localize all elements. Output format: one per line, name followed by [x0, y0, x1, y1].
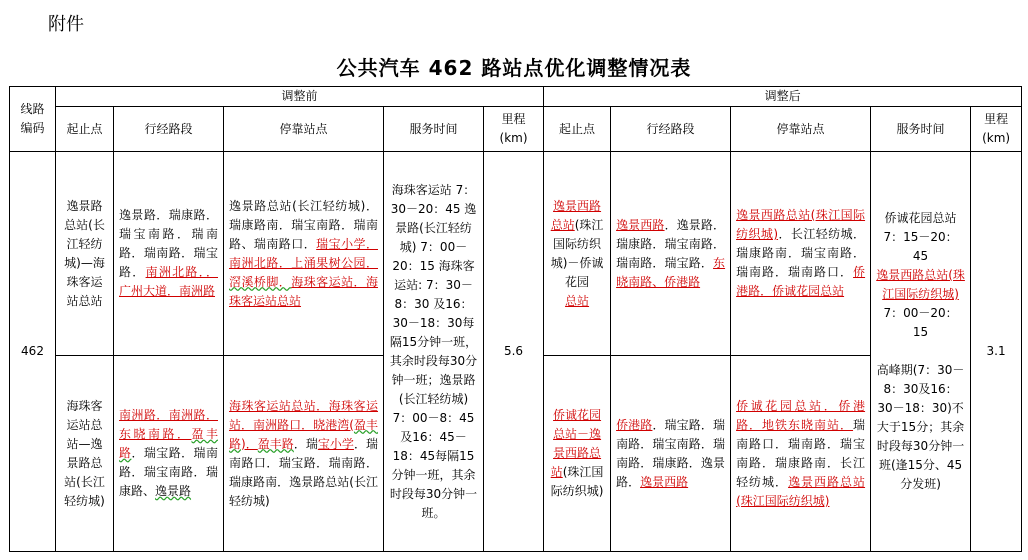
- after-dir1-endpoints: 逸景西路 总站(珠江国际纺织城)－侨诚花园 总站: [544, 152, 611, 356]
- after-mileage: 3.1: [971, 152, 1022, 552]
- header-endpoints-after: 起止点: [544, 107, 611, 152]
- header-mileage-after: 里程(km): [971, 107, 1022, 152]
- header-stops-before: 停靠站点: [224, 107, 384, 152]
- header-before: 调整前: [56, 87, 544, 107]
- header-after: 调整后: [544, 87, 1022, 107]
- after-dir2-stops: 侨诚花园总站．侨港路．地铁东晓南站．瑞南路口．瑞南路．瑞宝南路．瑞康路南．长江轻纺城．逸景西路总站(珠江国际纺织城): [731, 356, 871, 552]
- after-service-time: 侨诚花园总站 7：15－20：45 逸景西路总站(珠江国际纺织城) 7：00－20：15 高峰期(7：30－8：30及16：30－18：30)不大于15分；其余时段每30分钟一班(逢15分、45分发班): [871, 152, 971, 552]
- before-dir1-endpoints: 逸景路总站(长江轻纺城)—海珠客运站总站: [56, 152, 114, 356]
- header-row-columns: [10, 107, 1022, 152]
- route-adjustment-table: [9, 86, 1022, 552]
- header-row-group: [10, 87, 1022, 107]
- line-code-cell: 462: [10, 152, 56, 552]
- page-title: 公共汽车 462 路站点优化调整情况表: [336, 56, 692, 80]
- header-endpoints-before: 起止点: [56, 107, 114, 152]
- table-row-direction-1: [10, 152, 1022, 356]
- before-service-time: 海珠客运站 7：30－20：45 逸景路(长江轻纺城) 7：00－20：15 海珠客运站: 7：30－8：30 及16：30－18：30每隔15分钟一班，其余时段每30分钟一班；逸景路(长江轻纺城) 7：00－8：45及16：45－18：45每隔15分钟一班，其余时段每30分钟一班。: [384, 152, 484, 552]
- before-mileage: 5.6: [484, 152, 544, 552]
- before-dir2-stops: 海珠客运站总站．海珠客运站．南洲路口．晓港湾(盈丰路)．盈丰路．瑞宝小学．瑞南路口．瑞宝路．瑞南路．瑞康路南．逸景路总站(长江轻纺城): [224, 356, 384, 552]
- header-route-before: 行经路段: [114, 107, 224, 152]
- header-line-code: 线路编码: [10, 87, 56, 152]
- after-dir2-endpoints: 侨诚花园总站－逸景西路总站(珠江国际纺织城): [544, 356, 611, 552]
- before-dir1-stops: 逸景路总站(长江轻纺城)．瑞康路南．瑞宝南路．瑞南路、瑞南路口．瑞宝小学．南洲北路．上涌果树公园．滘溪桥脚．海珠客运站．海珠客运站总站: [224, 152, 384, 356]
- after-dir1-stops: 逸景西路总站(珠江国际纺织城)．长江轻纺城．瑞康路南．瑞宝南路．瑞南路．瑞南路口．侨港路．侨诚花园总站: [731, 152, 871, 356]
- before-dir2-endpoints: 海珠客运站总站—逸景路总站(长江轻纺城): [56, 356, 114, 552]
- after-dir1-route: 逸景西路．逸景路．瑞康路．瑞宝南路．瑞南路．瑞宝路．东晓南路、侨港路: [611, 152, 731, 356]
- after-dir2-route: 侨港路．瑞宝路．瑞南路．瑞宝南路．瑞南路．瑞康路．逸景路．逸景西路: [611, 356, 731, 552]
- header-service-after: 服务时间: [871, 107, 971, 152]
- header-mileage-before: 里程(km): [484, 107, 544, 152]
- attachment-label: 附件: [48, 14, 84, 35]
- header-service-before: 服务时间: [384, 107, 484, 152]
- header-stops-after: 停靠站点: [731, 107, 871, 152]
- before-dir1-route: 逸景路．瑞康路．瑞宝南路．瑞南路．瑞南路．瑞宝路．南洲北路．．广州大道．南洲路: [114, 152, 224, 356]
- header-route-after: 行经路段: [611, 107, 731, 152]
- before-dir2-route: 南洲路．南洲路．东晓南路．盈丰路．瑞宝路．瑞南路．瑞宝南路．瑞康路、逸景路: [114, 356, 224, 552]
